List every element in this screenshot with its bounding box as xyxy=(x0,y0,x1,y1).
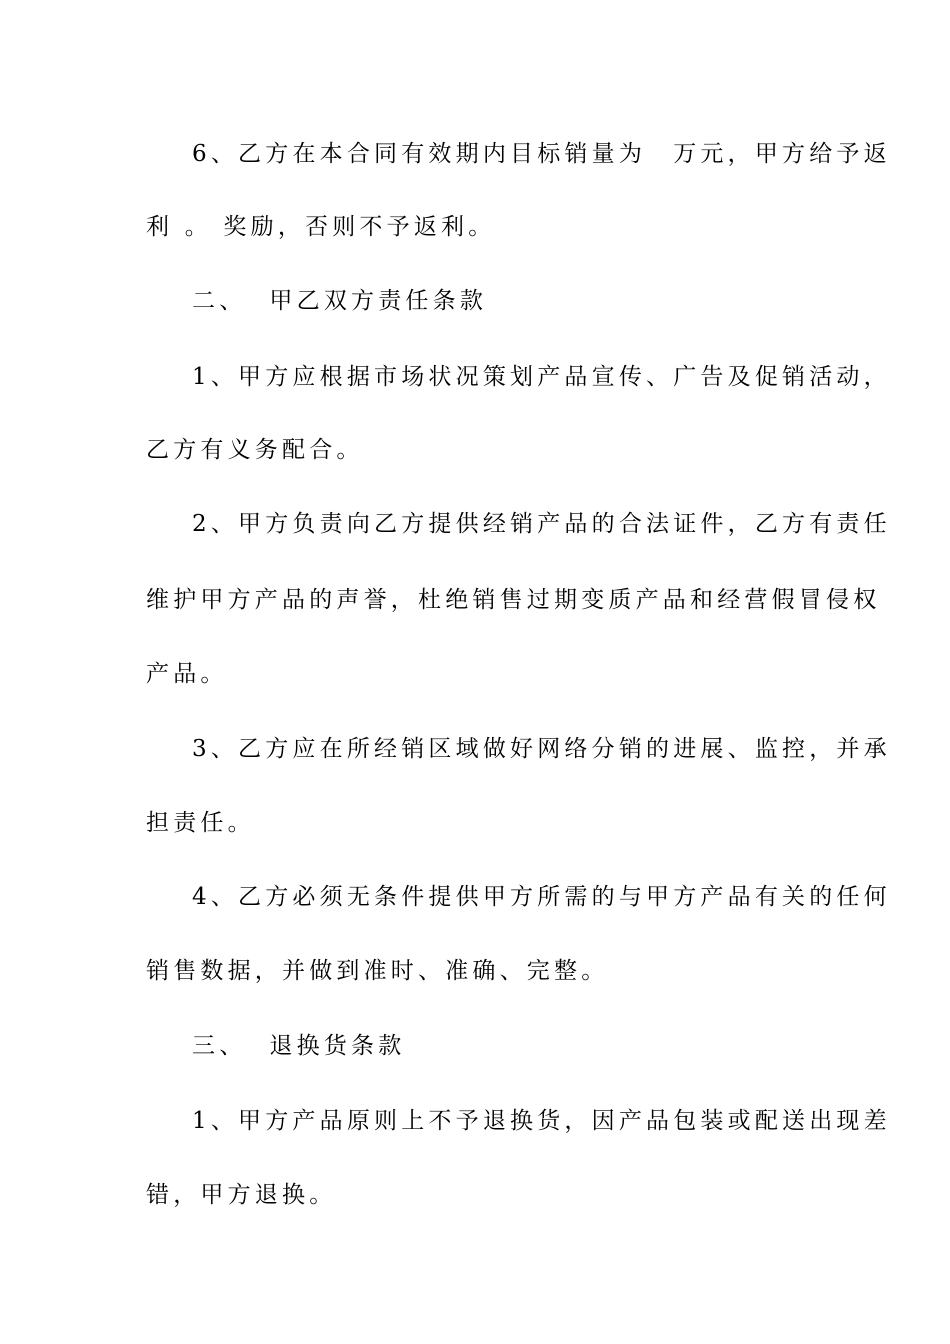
clause-6-line-1: 6、乙方在本合同有效期内目标销量为 万元，甲方给予返 xyxy=(192,141,891,167)
section-2-clause-1-line-1: 1、甲方应根据市场状况策划产品宣传、广告及促销活动， xyxy=(192,364,891,390)
section-3-clause-1-line-2: 错，甲方退换。 xyxy=(146,1182,337,1208)
section-3-clause-1-line-1: 1、甲方产品原则上不予退换货，因产品包装或配送出现差 xyxy=(192,1108,891,1134)
section-2-clause-4-line-2: 销售数据，并做到准时、准确、完整。 xyxy=(146,958,609,984)
section-2-heading: 二、 甲乙双方责任条款 xyxy=(192,288,488,314)
section-2-clause-3-line-2: 担责任。 xyxy=(146,810,255,836)
section-2-clause-2-line-3: 产品。 xyxy=(146,661,228,687)
section-2-clause-3-line-1: 3、乙方应在所经销区域做好网络分销的进展、监控，并承 xyxy=(192,736,891,762)
section-3-heading: 三、 退换货条款 xyxy=(192,1033,406,1059)
clause-6-line-2: 利 。 奖励，否则不予返利。 xyxy=(146,214,496,240)
section-2-clause-1-line-2: 乙方有义务配合。 xyxy=(146,437,364,463)
section-2-clause-2-line-2: 维护甲方产品的声誉，杜绝销售过期变质产品和经营假冒侵权 xyxy=(146,587,881,613)
section-2-clause-2-line-1: 2、甲方负责向乙方提供经销产品的合法证件，乙方有责任 xyxy=(192,511,891,537)
section-2-clause-4-line-1: 4、乙方必须无条件提供甲方所需的与甲方产品有关的任何 xyxy=(192,884,891,910)
